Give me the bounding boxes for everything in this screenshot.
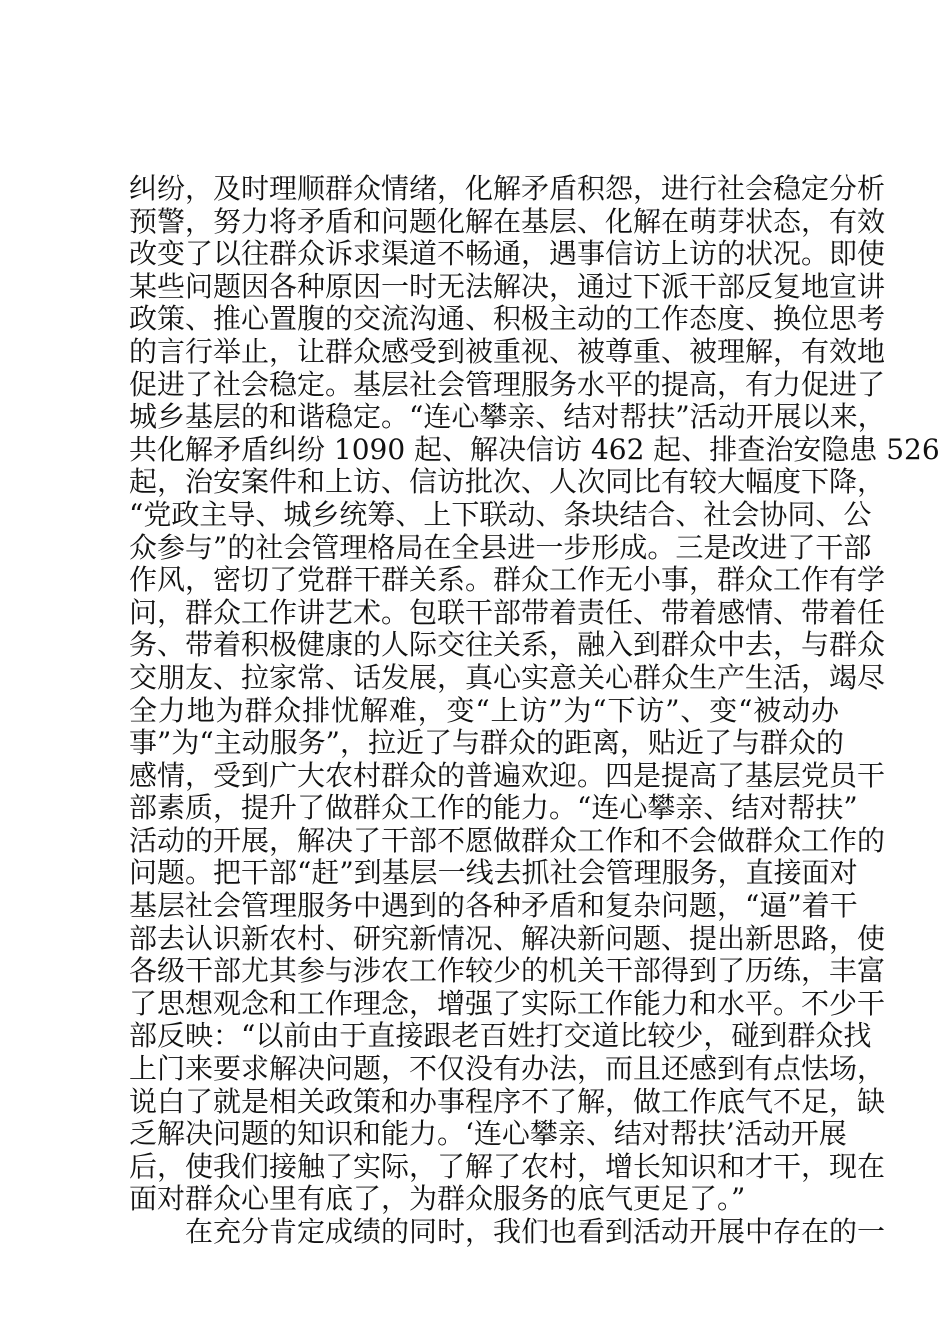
text-line: 城乡基层的和谐稳定。“连心攀亲、结对帮扶”活动开展以来， [129, 400, 886, 434]
text-line: 问，群众工作讲艺术。包联干部带着责任、带着感情、带着任 [129, 595, 886, 629]
text-line: 部反映：“以前由于直接跟老百姓打交道比较少，碰到群众找 [129, 1019, 872, 1053]
paragraph-start-line: 在充分肯定成绩的同时，我们也看到活动开展中存在的一 [185, 1215, 886, 1248]
text-line: 部去认识新农村、研究新情况、解决新问题、提出新思路，使 [129, 921, 886, 955]
text-line: 了思想观念和工作理念，增强了实际工作能力和水平。不少干 [129, 986, 886, 1020]
text-line: 交朋友、拉家常、话发展，真心实意关心群众生产生活，竭尽 [129, 660, 886, 694]
paragraph-end-line: 面对群众心里有底了，为群众服务的底气更足了。” [129, 1182, 746, 1216]
text-line: 作风，密切了党群干群关系。群众工作无小事，群众工作有学 [129, 563, 886, 597]
text-line: 乏解决问题的知识和能力。‘连心攀亲、结对帮扶’活动开展 [129, 1117, 847, 1151]
text-line: 起，治安案件和上访、信访批次、人次同比有较大幅度下降， [129, 465, 886, 499]
text-line: 全力地为群众排忧解难，变“上访”为“下访”、变“被动办 [129, 693, 839, 727]
text-line: 感情，受到广大农村群众的普遍欢迎。四是提高了基层党员干 [129, 758, 886, 792]
text-line: 事”为“主动服务”，拉近了与群众的距离，贴近了与群众的 [129, 726, 844, 760]
text-line: 某些问题因各种原因一时无法解决，通过下派干部反复地宣讲 [129, 269, 886, 303]
text-line: 说白了就是相关政策和办事程序不了解，做工作底气不足，缺 [129, 1084, 886, 1118]
text-line: 众参与”的社会管理格局在全县进一步形成。三是改进了干部 [129, 530, 872, 564]
text-line: 政策、推心置腹的交流沟通、积极主动的工作态度、换位思考 [129, 302, 886, 336]
text-line: 活动的开展，解决了干部不愿做群众工作和不会做群众工作的 [129, 823, 886, 857]
text-line: 基层社会管理服务中遇到的各种矛盾和复杂问题，“逼”着干 [129, 889, 858, 923]
text-line: 的言行举止，让群众感受到被重视、被尊重、被理解，有效地 [129, 334, 886, 368]
text-line: 共化解矛盾纠纷 1090 起、解决信访 462 起、排查治安隐患 526 [129, 432, 940, 466]
text-line: 部素质，提升了做群众工作的能力。“连心攀亲、结对帮扶” [129, 791, 858, 825]
text-line: 务、带着积极健康的人际交往关系，融入到群众中去，与群众 [129, 628, 886, 662]
text-line: 问题。把干部“赶”到基层一线去抓社会管理服务，直接面对 [129, 856, 858, 890]
text-line: 改变了以往群众诉求渠道不畅通，遇事信访上访的状况。即使 [129, 237, 886, 271]
text-line: 各级干部尤其参与涉农工作较少的机关干部得到了历练，丰富 [129, 954, 886, 988]
text-line: 促进了社会稳定。基层社会管理服务水平的提高，有力促进了 [129, 367, 886, 401]
text-line: 上门来要求解决问题，不仅没有办法，而且还感到有点怯场， [129, 1052, 886, 1086]
text-line: 预警，努力将矛盾和问题化解在基层、化解在萌芽状态，有效 [129, 204, 886, 238]
text-line: “党政主导、城乡统筹、上下联动、条块结合、社会协同、公 [129, 497, 872, 531]
body-text [129, 172, 940, 1249]
text-line: 后，使我们接触了实际，了解了农村，增长知识和才干，现在 [129, 1149, 886, 1183]
text-line: 纠纷，及时理顺群众情绪，化解矛盾积怨，进行社会稳定分析 [129, 172, 886, 205]
